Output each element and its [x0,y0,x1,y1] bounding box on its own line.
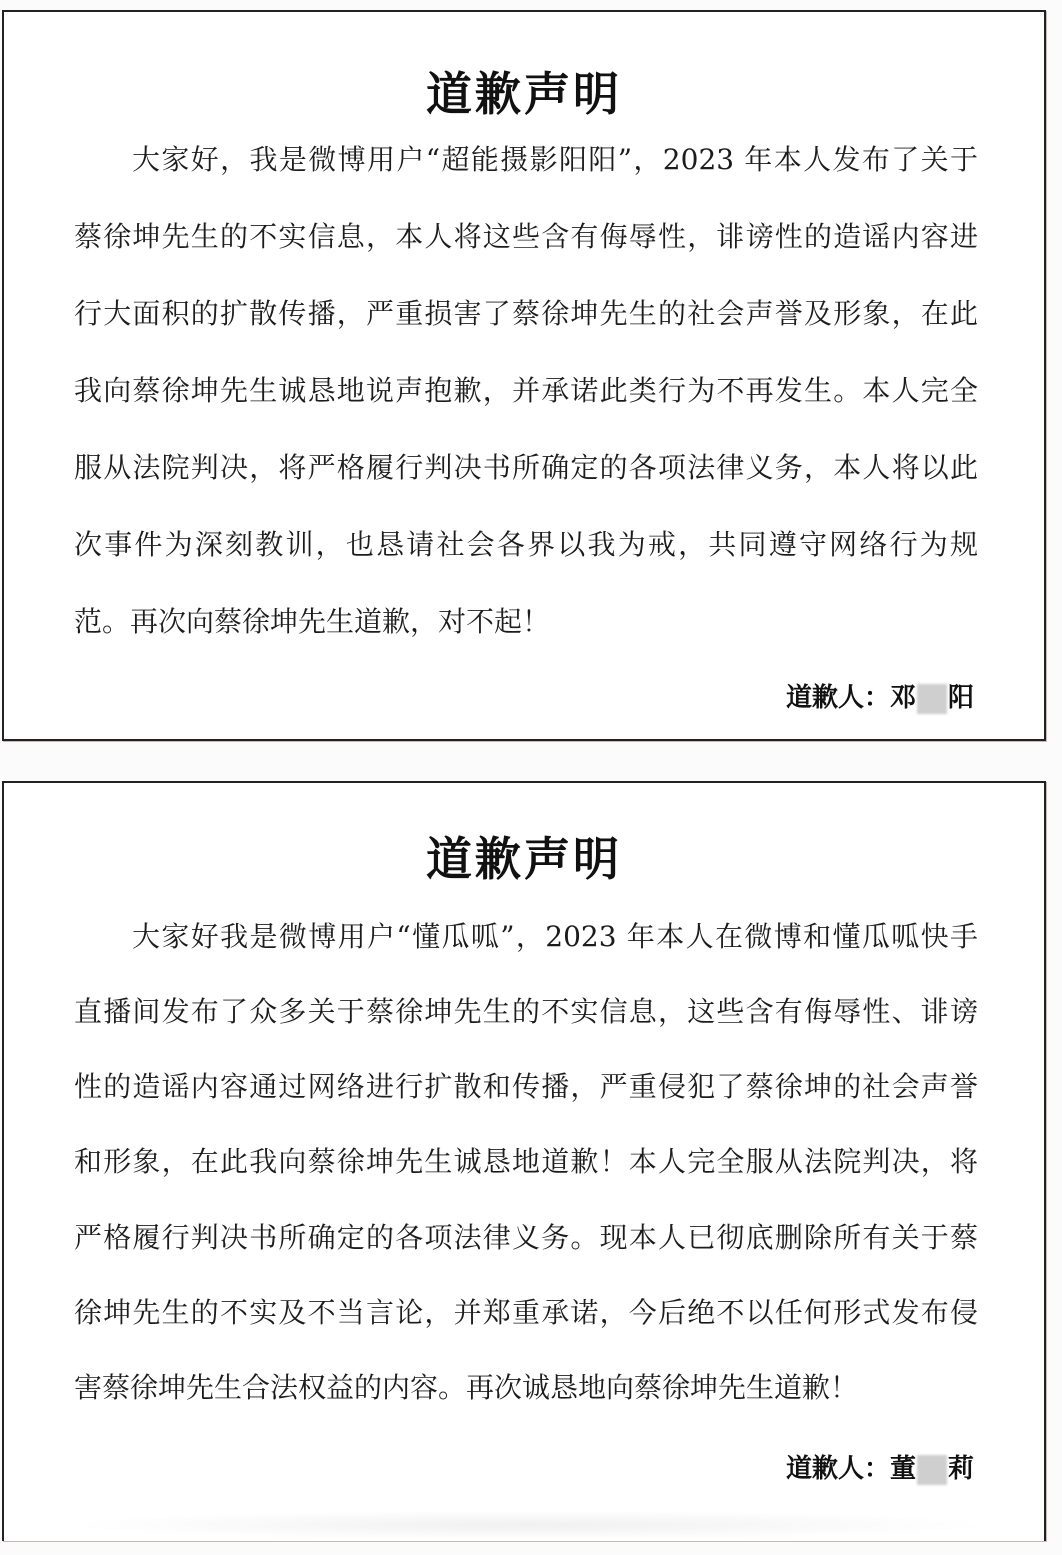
statement-body-line: 行大面积的扩散传播，严重损害了蔡徐坤先生的社会声誉及形象，在此 [74,297,978,330]
signature [786,1451,974,1487]
signature [786,680,974,716]
signature-name-end: 阳 [947,683,974,713]
signature-name-start: 董 [889,1454,916,1484]
statement-title: 道歉声明 [426,832,622,886]
signature-name-end: 莉 [947,1454,974,1484]
statement-body-line: 严格履行判决书所确定的各项法律义务。现本人已彻底删除所有关于蔡 [74,1221,978,1254]
statement-body-line: 服从法院判决，将严格履行判决书所确定的各项法律义务，本人将以此 [74,451,978,484]
signature-label: 道歉人： [785,1454,890,1484]
statement-body-line: 我向蔡徐坤先生诚恳地说声抱歉，并承诺此类行为不再发生。本人完全 [74,374,978,407]
statement-body-line: 徐坤先生的不实及不当言论，并郑重承诺，今后绝不以任何形式发布侵 [74,1296,978,1329]
signature-name-start: 邓 [889,683,916,713]
name-redaction-blur [917,1455,947,1485]
apology-statement-1 [2,10,1046,741]
statement-body-line: 范。再次向蔡徐坤先生道歉，对不起！ [74,605,551,638]
statement-body-line: 和形象，在此我向蔡徐坤先生诚恳地道歉！本人完全服从法院判决，将 [74,1145,978,1178]
statement-body-line: 大家好我是微博用户“懂瓜呱”，2023 年本人在微博和懂瓜呱快手 [132,920,978,953]
name-redaction-blur [917,684,947,714]
statement-body-line: 次事件为深刻教训，也恳请社会各界以我为戒，共同遵守网络行为规 [74,528,978,561]
page-shadow [60,1510,1000,1540]
signature-label: 道歉人： [785,683,890,713]
apology-statement-2 [2,781,1046,1541]
statement-body-line: 直播间发布了众多关于蔡徐坤先生的不实信息，这些含有侮辱性、诽谤 [74,995,978,1028]
statement-body-line: 害蔡徐坤先生合法权益的内容。再次诚恳地向蔡徐坤先生道歉！ [74,1371,859,1404]
statement-body-line: 大家好，我是微博用户“超能摄影阳阳”，2023 年本人发布了关于 [132,143,978,176]
statement-title: 道歉声明 [426,67,622,121]
statement-body-line: 蔡徐坤先生的不实信息，本人将这些含有侮辱性，诽谤性的造谣内容进 [74,220,978,253]
statement-body-line: 性的造谣内容通过网络进行扩散和传播，严重侵犯了蔡徐坤的社会声誉 [74,1070,978,1103]
